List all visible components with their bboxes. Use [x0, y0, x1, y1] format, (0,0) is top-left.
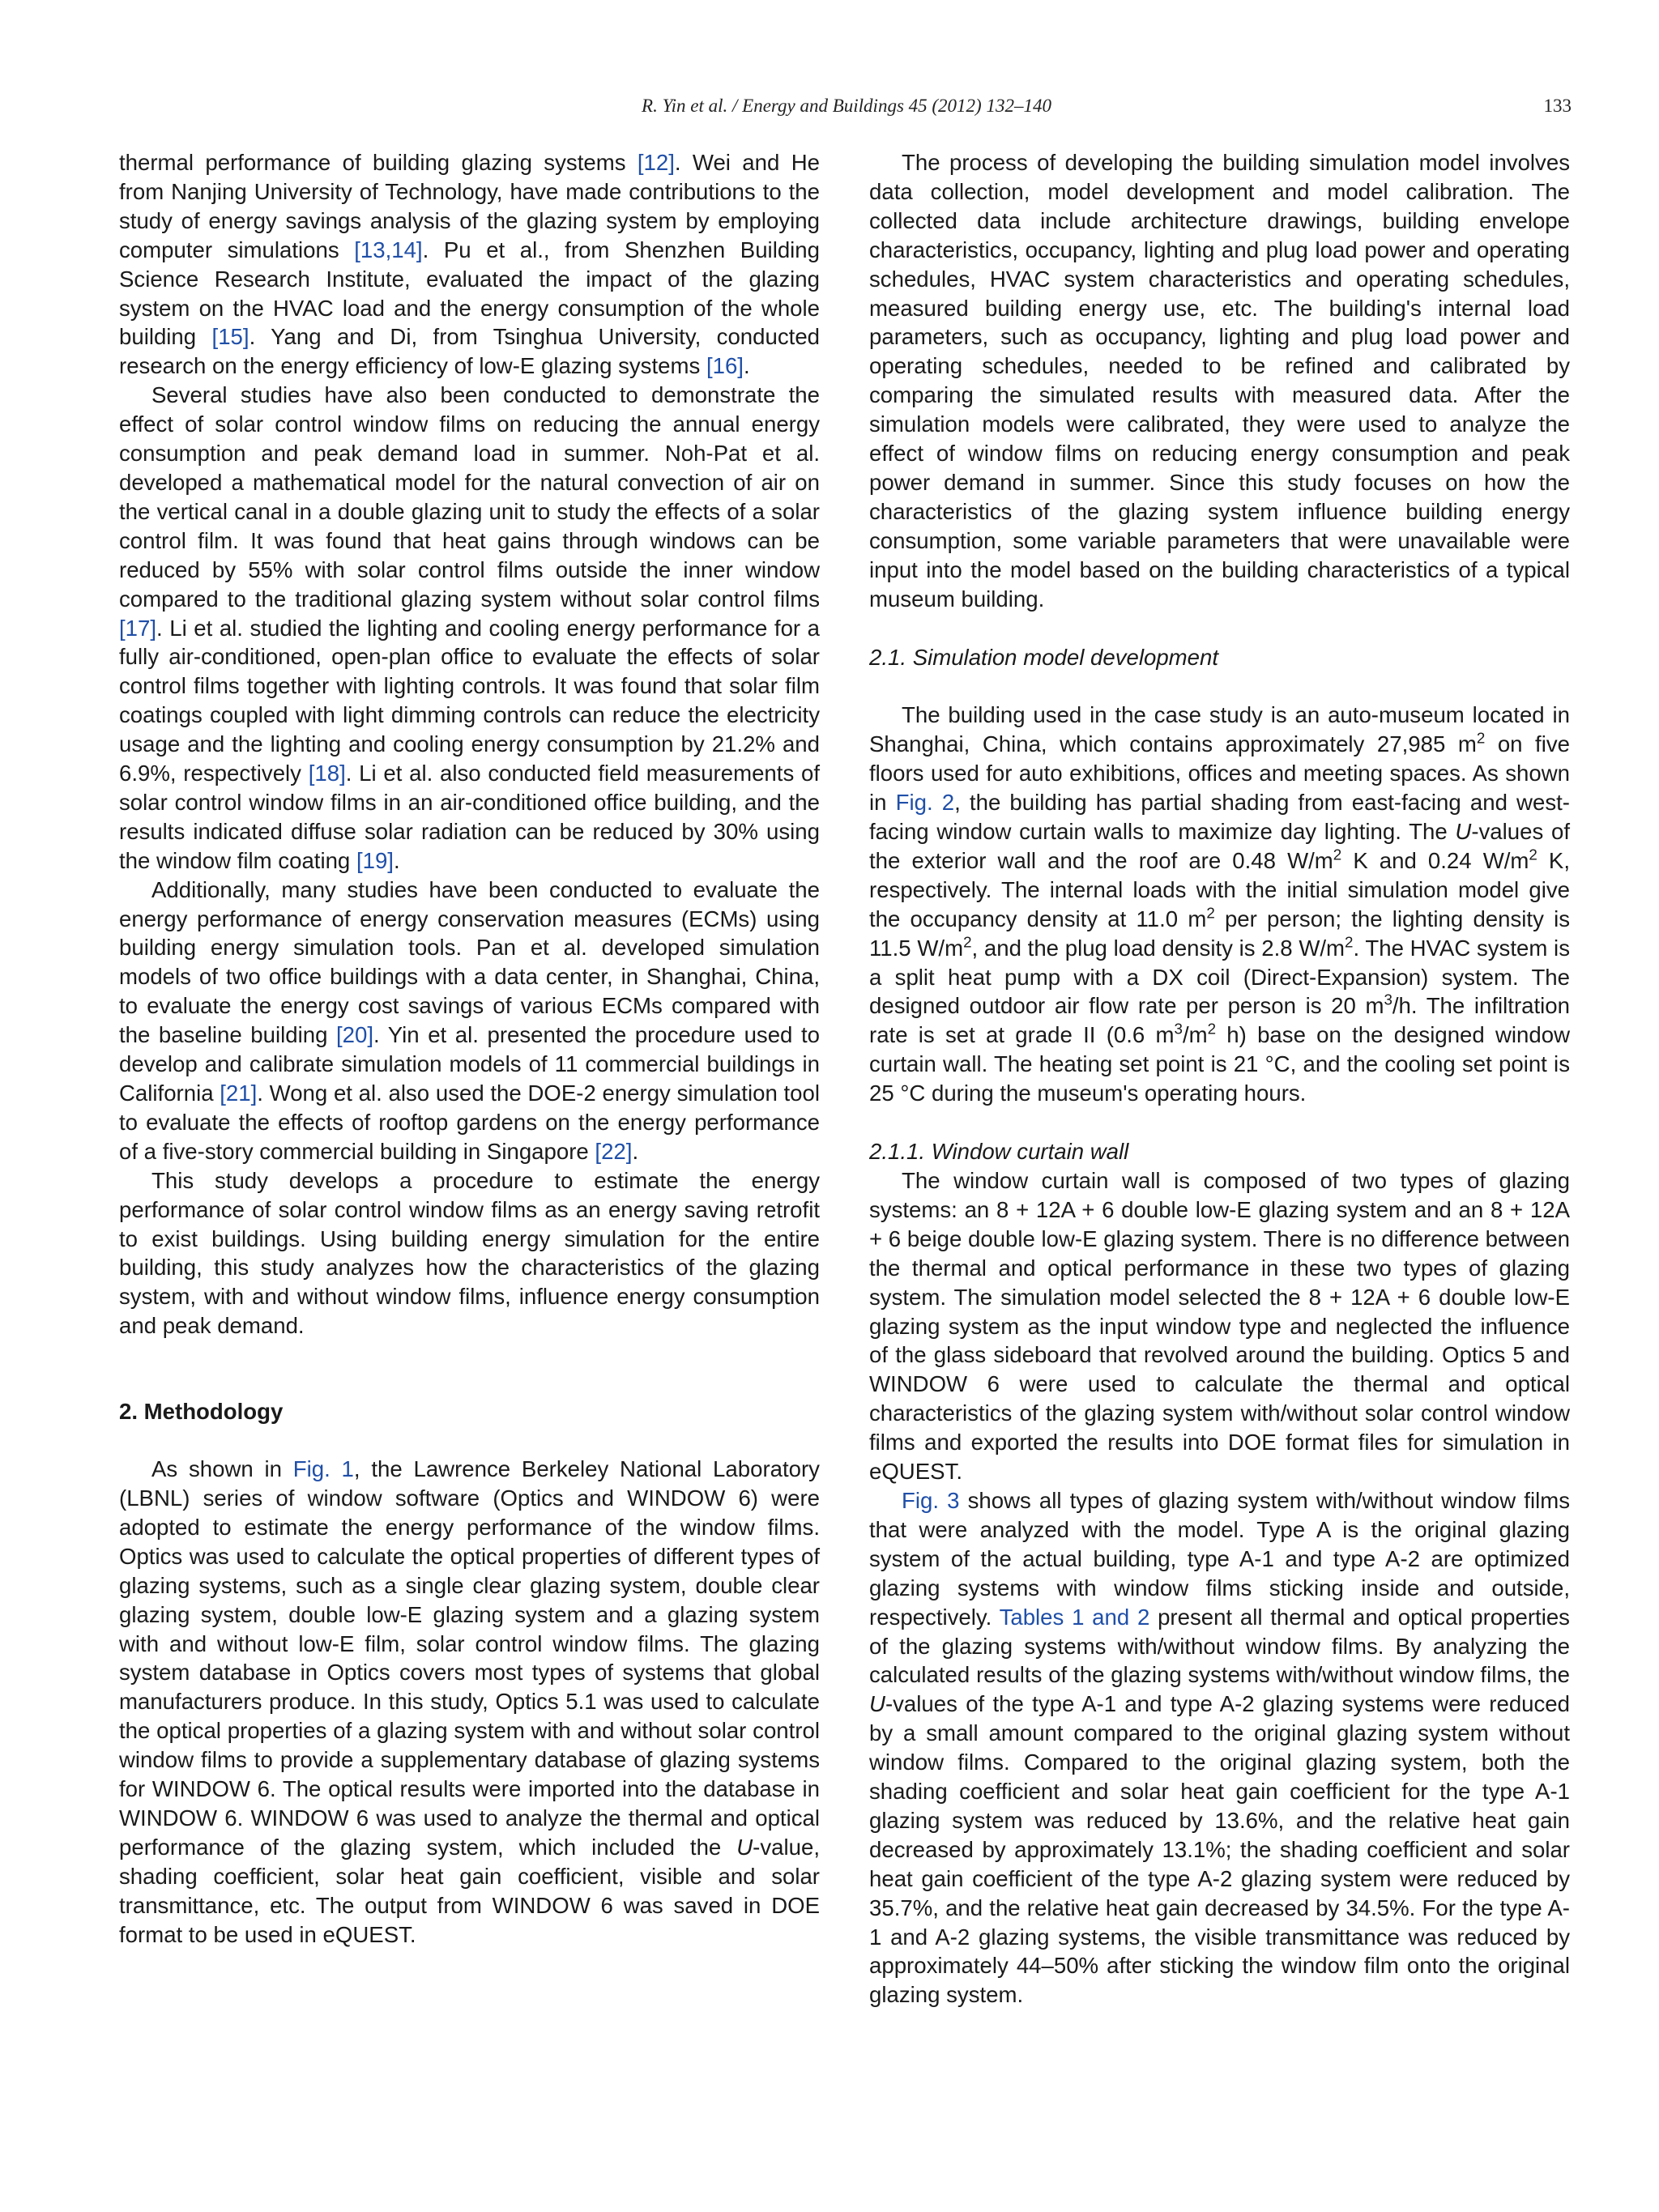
- page-number: 133: [1543, 96, 1572, 116]
- citation-link[interactable]: [17]: [119, 615, 157, 641]
- subsubsection-heading: 2.1.1. Window curtain wall: [869, 1139, 1129, 1165]
- paragraph: This study develops a procedure to estimate the energy performance of solar control window films as an energy saving retrofit to exist buildings. Using building energy simulation for the entire building, this study analyzes how the characteristics of the glazing system, with and without window films, influence energy consumption and peak demand.: [119, 1167, 820, 1339]
- subsection-heading: 2.1. Simulation model development: [869, 644, 1219, 670]
- paragraph: Additionally, many studies have been conducted to evaluate the energy performance of energy conservation measures (ECMs) using building energy simulation tools. Pan et al. developed simulation models of two office buildings with a data center, in Shanghai, China, to evaluate the energy cost savings of various ECMs compared with the baseline building [20]. Yin et al. presented the procedure used to develop and calibrate simulation models of 11 commercial buildings in California [21]. Wong et al. also used the DOE-2 energy simulation tool to evaluate the effects of rooftop gardens on the energy performance of a five-story commercial building in Singapore [22].: [119, 876, 820, 1164]
- citation-link[interactable]: [12]: [637, 150, 675, 175]
- paragraph: The window curtain wall is composed of two types of glazing systems: an 8 + 12A + 6 double low-E glazing system and an 8 + 12A + 6 beige double low-E glazing system. There is no difference between the thermal and optical performance in these two types of glazing system. The simulation model selected the 8 + 12A + 6 double low-E glazing system as the input window type and neglected the influence of the glass sideboard that revolved around the building. Optics 5 and WINDOW 6 were used to calculate the thermal and optical characteristics of the glazing system with/without solar control window films and exported the results into DOE format files for simulation in eQUEST.: [869, 1168, 1570, 1485]
- citation-link[interactable]: [18]: [308, 761, 346, 786]
- paragraph: Fig. 3 shows all types of glazing system with/without window films that were analyzed with the model. Type A is the original glazing system of the actual building, type A-1 and type A-2 are optimized glazing systems with window films sticking inside and outside, respectively. Tables 1 and 2 present all thermal and optical properties of the glazing systems with/without window films. By analyzing the calculated results of the glazing systems with/without window films, the U-values of the type A-1 and type A-2 glazing systems were reduced by a small amount compared to the original glazing system without window films. Compared to the original glazing system, both the shading coefficient and solar heat gain coefficient for the type A-1 glazing system was reduced by 13.6%, and the relative heat gain decreased by approximately 13.1%; the shading coefficient and solar heat gain coefficient of the type A-2 glazing system were reduced by 35.7%, and the relative heat gain decreased by 34.5%. For the type A-1 and A-2 glazing systems, the visible transmittance was reduced by approximately 44–50% after sticking the window film onto the original glazing system.: [869, 1487, 1570, 2008]
- citation-link[interactable]: [22]: [595, 1138, 633, 1164]
- paragraph: The process of developing the building simulation model involves data collection, model development and model calibration. The collected data include architecture drawings, building envelope characteristics, occupancy, lighting and plug load power and operating schedules, HVAC system characteristics and operating schedules, measured building energy use, etc. The building's internal load parameters, such as occupancy, lighting and plug load power and operating schedules, needed to be refined and calibrated by comparing the simulated results with measured data. After the simulation models were calibrated, they were used to analyze the effect of window films on reducing energy consumption and peak power demand in summer. Since this study focuses on how the characteristics of the glazing system influence building energy consumption, some variable parameters that were unavailable were input into the model based on the building characteristics of a typical museum building.: [869, 150, 1570, 612]
- citation-link[interactable]: [20]: [336, 1022, 374, 1048]
- table-link[interactable]: Tables 1 and 2: [999, 1604, 1150, 1630]
- paragraph: As shown in Fig. 1, the Lawrence Berkeley National Laboratory (LBNL) series of window software (Optics and WINDOW 6) were adopted to estimate the energy performance of the window films. Optics was used to calculate the optical properties of different types of glazing systems, such as a single clear glazing system, double clear glazing system, double low-E glazing system and a glazing system with and without low-E film, solar control window films. The glazing system database in Optics covers most types of systems that global manufacturers produce. In this study, Optics 5.1 was used to calculate the optical properties of a glazing system with and without solar control window films to provide a supplementary database of glazing systems for WINDOW 6. The optical results were imported into the database in WINDOW 6. WINDOW 6 was used to analyze the thermal and optical performance of the glazing system, which included the U-value, shading coefficient, solar heat gain coefficient, visible and solar transmittance, etc. The output from WINDOW 6 was saved in DOE format to be used in eQUEST.: [119, 1456, 820, 1947]
- citation-link[interactable]: [21]: [220, 1080, 258, 1106]
- citation-link[interactable]: [13,14]: [354, 237, 423, 262]
- citation-link[interactable]: [16]: [706, 353, 744, 379]
- figure-link[interactable]: Fig. 2: [895, 790, 955, 816]
- paragraph: Several studies have also been conducted to demonstrate the effect of solar control window films on reducing the annual energy consumption and peak demand load in summer. Noh-Pat et al. developed a mathematical model for the natural convection of air on the vertical canal in a double glazing unit to study the effects of a solar control film. It was found that heat gains through windows can be reduced by 55% with solar control films outside the inner window compared to the traditional glazing system without solar control films [17]. Li et al. studied the lighting and cooling energy performance for a fully air-conditioned, open-plan office to evaluate the effects of solar control films together with lighting controls. It was found that solar film coatings coupled with light dimming controls can reduce the electricity usage and the lighting and cooling energy consumption by 21.2% and 6.9%, respectively [18]. Li et al. also conducted field measurements of solar control window films in an air-conditioned office building, and the results indicated diffuse solar radiation can be reduced by 30% using the window film coating [19].: [119, 382, 820, 873]
- citation-link[interactable]: [15]: [211, 324, 249, 350]
- paragraph: The building used in the case study is an auto-museum located in Shanghai, China, which contains approximately 27,985 $m^2$ on five floors used for auto exhibitions, offices and meeting spaces. As shown in Fig. 2, the building has partial shading from east-facing and west-facing window curtain walls to maximize day lighting. The U-values of the exterior wall and the roof are 0.48 $W/m^2$ K and 0.24 $W/m^2$ K, respectively. The internal loads with the initial simulation model give the occupancy density at 11.0 $m^2$ per person; the lighting density is 11.5 $W/m^2$, and the plug load density is 2.8 $W/m^2$. The HVAC system is a split heat pump with a DX coil (Direct-Expansion) system. The designed outdoor air flow rate per person is 20 $m^3/h$. The infiltration rate is set at grade II (0.6 $m^3/m^2$ h) base on the designed window curtain wall. The heating set point is 21 °C, and the cooling set point is 25 °C during the museum's operating hours.: [869, 702, 1571, 1106]
- figure-link[interactable]: Fig. 1: [292, 1456, 354, 1482]
- right-column: [869, 148, 1570, 2010]
- figure-link[interactable]: Fig. 3: [902, 1487, 960, 1513]
- section-heading: 2. Methodology: [119, 1399, 284, 1425]
- running-head: R. Yin et al. / Energy and Buildings 45 (2012) 132–140: [642, 96, 1051, 116]
- citation-link[interactable]: [19]: [356, 847, 394, 873]
- paragraph: thermal performance of building glazing systems [12]. Wei and He from Nanjing University of Technology, have made contributions to the study of energy savings analysis of the glazing system by employing computer simulations [13,14]. Pu et al., from Shenzhen Building Science Research Institute, evaluated the impact of the glazing system on the HVAC load and the energy consumption of the whole building [15]. Yang and Di, from Tsinghua University, conducted research on the energy efficiency of low-E glazing systems [16].: [119, 150, 821, 379]
- left-column: [119, 148, 820, 1949]
